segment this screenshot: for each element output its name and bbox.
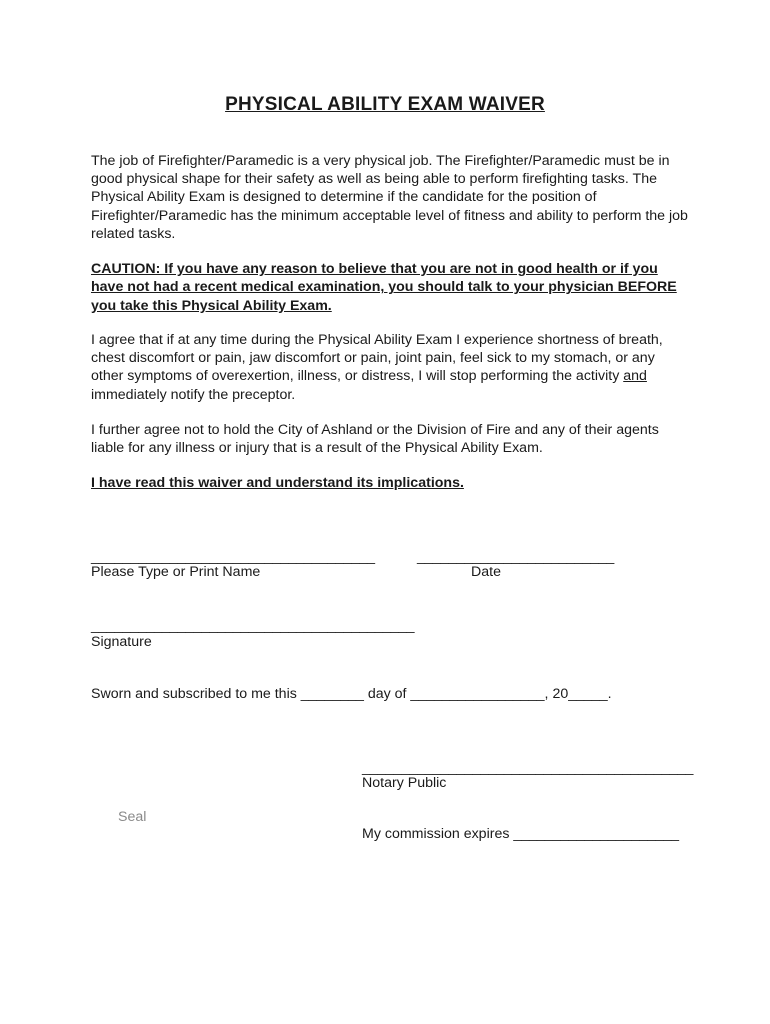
agreement-paragraph — [91, 331, 691, 404]
date-label: Date — [471, 564, 501, 580]
liability-paragraph: I further agree not to hold the City of Ashland or the Division of Fire and any of their agents liable for any illness or injury that is a result of the Physical Ability Exam. — [91, 422, 659, 457]
name-label: Please Type or Print Name — [91, 564, 261, 580]
agreement-text-start: I agree that if at any time during the Physical Ability Exam I experience shortness of breath, chest discomfort or pain, jaw discomfort or pain, joint pain, feel sick to my stomach, or any other symptoms of overexertion, illness, or distress, I will stop performing the activity — [91, 332, 663, 385]
date-line[interactable]: _________________________ — [417, 549, 615, 565]
commission-expires: My commission expires _____________________ — [362, 826, 680, 842]
agreement-text-end: immediately notify the preceptor. — [91, 386, 296, 403]
intro-paragraph: The job of Firefighter/Paramedic is a very physical job. The Firefighter/Paramedic must be in good physical shape for their safety as well as being able to perform firefighting tasks. The Physical Ability Exam is designed to determine if the candidate for the position of Firefighter/Paramedic has the minimum acceptable level of fitness and ability to perform the job related tasks. — [91, 153, 688, 242]
notary-line[interactable]: __________________________________________ — [362, 760, 694, 776]
acknowledgement-statement: I have read this waiver and understand its implications. — [91, 475, 464, 491]
signature-line[interactable]: _________________________________________ — [91, 618, 415, 634]
sworn-statement: Sworn and subscribed to me this ________ day of _________________, 20_____. — [91, 686, 612, 702]
agreement-underlined-and: and — [623, 368, 647, 385]
signature-label: Signature — [91, 634, 152, 650]
seal-label: Seal — [118, 809, 147, 825]
notary-public-label: Notary Public — [362, 775, 447, 791]
caution-paragraph: CAUTION: If you have any reason to believe that you are not in good health or if you have not had a recent medical examination, you should talk to your physician BEFORE you take this Physical Ability Exam. — [91, 261, 677, 314]
name-line[interactable]: ____________________________________ — [91, 549, 376, 565]
document-title: PHYSICAL ABILITY EXAM WAIVER — [225, 94, 545, 115]
